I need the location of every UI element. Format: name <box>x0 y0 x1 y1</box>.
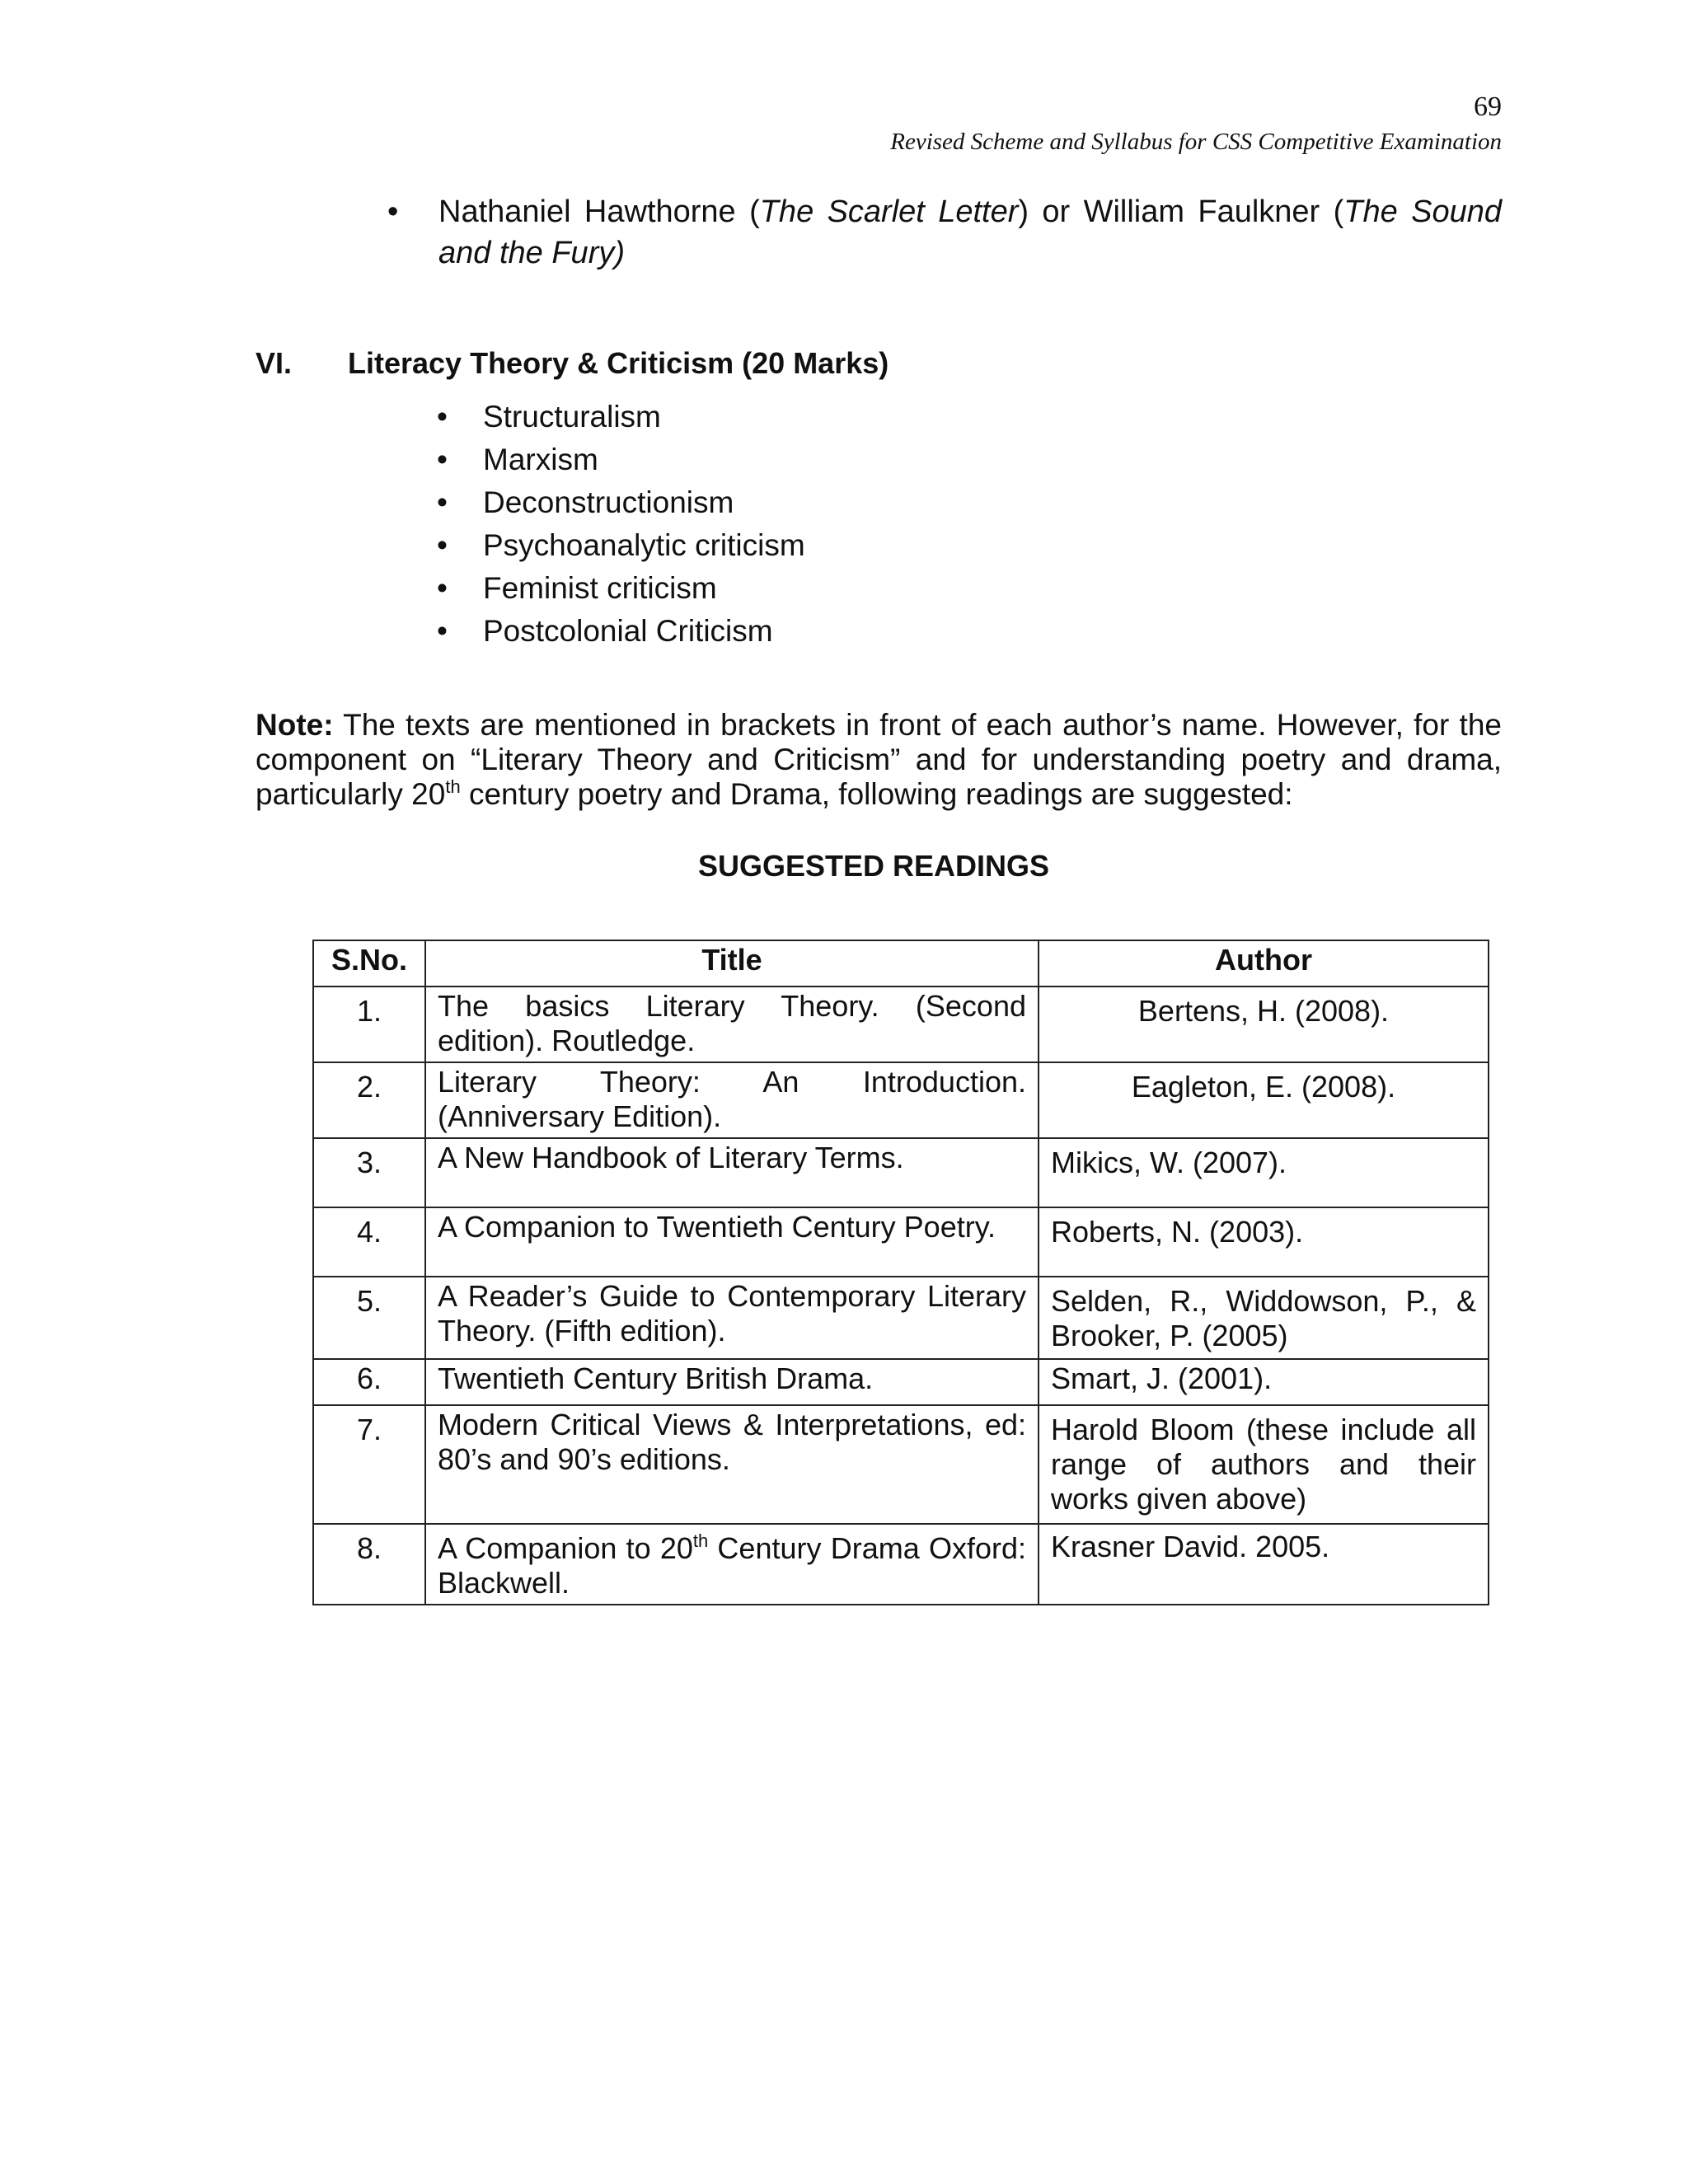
title-cell: Twentieth Century British Drama. <box>425 1359 1039 1405</box>
title-text: Century Drama Oxford: Blackwell. <box>438 1531 1026 1600</box>
note-paragraph <box>256 708 1502 812</box>
sno-cell: 4. <box>313 1207 425 1277</box>
list-item-label: Structuralism <box>483 400 661 434</box>
title-cell: The basics Literary Theory. (Second edition). Routledge. <box>425 987 1039 1062</box>
table-row <box>313 1524 1489 1605</box>
list-item-label: Postcolonial Criticism <box>483 614 773 648</box>
work-title: The Scarlet Letter <box>759 194 1019 229</box>
title-cell <box>425 1524 1039 1605</box>
title-cell: A New Handbook of Literary Terms. <box>425 1138 1039 1207</box>
author-cell: Bertens, H. (2008). <box>1039 987 1489 1062</box>
list-item <box>437 524 805 567</box>
bullet-icon: • <box>437 571 448 605</box>
table-row <box>313 1062 1489 1138</box>
sno-cell: 6. <box>313 1359 425 1405</box>
table-row <box>313 1405 1489 1524</box>
superscript: th <box>692 1530 709 1551</box>
readings-table <box>312 940 1489 1605</box>
readings-heading: SUGGESTED READINGS <box>697 849 1050 883</box>
work-title: The Sound and the Fury) <box>438 194 1502 270</box>
list-item-label: Psychoanalytic criticism <box>483 528 805 562</box>
topic-list <box>437 396 805 653</box>
list-item <box>437 438 805 481</box>
note-text: century poetry and Drama, following readings are suggested: <box>460 777 1293 811</box>
page-number: 69 <box>1474 91 1502 122</box>
section-numeral: VI. <box>256 346 293 380</box>
connector-text: ) or William Faulkner ( <box>1018 194 1344 229</box>
bullet-icon: • <box>437 614 448 648</box>
note-text: The texts are mentioned in brackets in front of each author’s name. However, for the component on “Literary Theory and Criticism” and for understanding poetry and drama, particularly 20 <box>256 708 1502 811</box>
sno-cell: 2. <box>313 1062 425 1138</box>
sno-cell: 3. <box>313 1138 425 1207</box>
table-row <box>313 1277 1489 1359</box>
table-row <box>313 1207 1489 1277</box>
section-title: Literacy Theory & Criticism (20 Marks) <box>348 346 889 380</box>
sno-cell: 1. <box>313 987 425 1062</box>
sno-cell: 8. <box>313 1524 425 1605</box>
table-row <box>313 1359 1489 1405</box>
list-item <box>437 396 805 438</box>
superscript: th <box>445 776 461 797</box>
running-title: Revised Scheme and Syllabus for CSS Competitive Examination <box>890 129 1502 155</box>
author-cell: Harold Bloom (these include all range of authors and their works given above) <box>1039 1405 1489 1524</box>
author-cell: Roberts, N. (2003). <box>1039 1207 1489 1277</box>
title-cell: Literary Theory: An Introduction. (Anniversary Edition). <box>425 1062 1039 1138</box>
sno-cell: 5. <box>313 1277 425 1359</box>
author-cell: Mikics, W. (2007). <box>1039 1138 1489 1207</box>
list-item <box>437 567 805 610</box>
list-item-label: Marxism <box>483 443 598 476</box>
title-cell: Modern Critical Views & Interpretations, ed: 80’s and 90’s editions. <box>425 1405 1039 1524</box>
bullet-icon: • <box>437 485 448 519</box>
list-item <box>437 481 805 524</box>
list-item-label: Feminist criticism <box>483 571 717 605</box>
author-text: Nathaniel Hawthorne ( <box>438 194 760 229</box>
page-header <box>824 89 1502 158</box>
list-item-label: Deconstructionism <box>483 485 734 519</box>
sno-cell: 7. <box>313 1405 425 1524</box>
bullet-icon: • <box>437 443 448 476</box>
list-item <box>437 610 805 653</box>
table-header-row <box>313 940 1489 987</box>
table-row <box>313 987 1489 1062</box>
continued-list-item <box>387 191 1502 274</box>
author-cell: Eagleton, E. (2008). <box>1039 1062 1489 1138</box>
title-cell: A Companion to Twentieth Century Poetry. <box>425 1207 1039 1277</box>
note-label: Note: <box>256 708 334 742</box>
section-heading <box>256 346 1502 381</box>
title-text: A Companion to 20 <box>438 1531 693 1565</box>
column-header-author: Author <box>1039 940 1489 987</box>
column-header-sno: S.No. <box>313 940 425 987</box>
column-header-title: Title <box>425 940 1039 987</box>
bullet-icon: • <box>437 400 448 434</box>
continued-item-text <box>438 191 1502 274</box>
table-row <box>313 1138 1489 1207</box>
author-cell: Selden, R., Widdowson, P., & Brooker, P. (2005) <box>1039 1277 1489 1359</box>
bullet-icon: • <box>387 194 399 229</box>
author-cell: Smart, J. (2001). <box>1039 1359 1489 1405</box>
author-cell: Krasner David. 2005. <box>1039 1524 1489 1605</box>
title-cell: A Reader’s Guide to Contemporary Literary Theory. (Fifth edition). <box>425 1277 1039 1359</box>
bullet-icon: • <box>437 528 448 562</box>
